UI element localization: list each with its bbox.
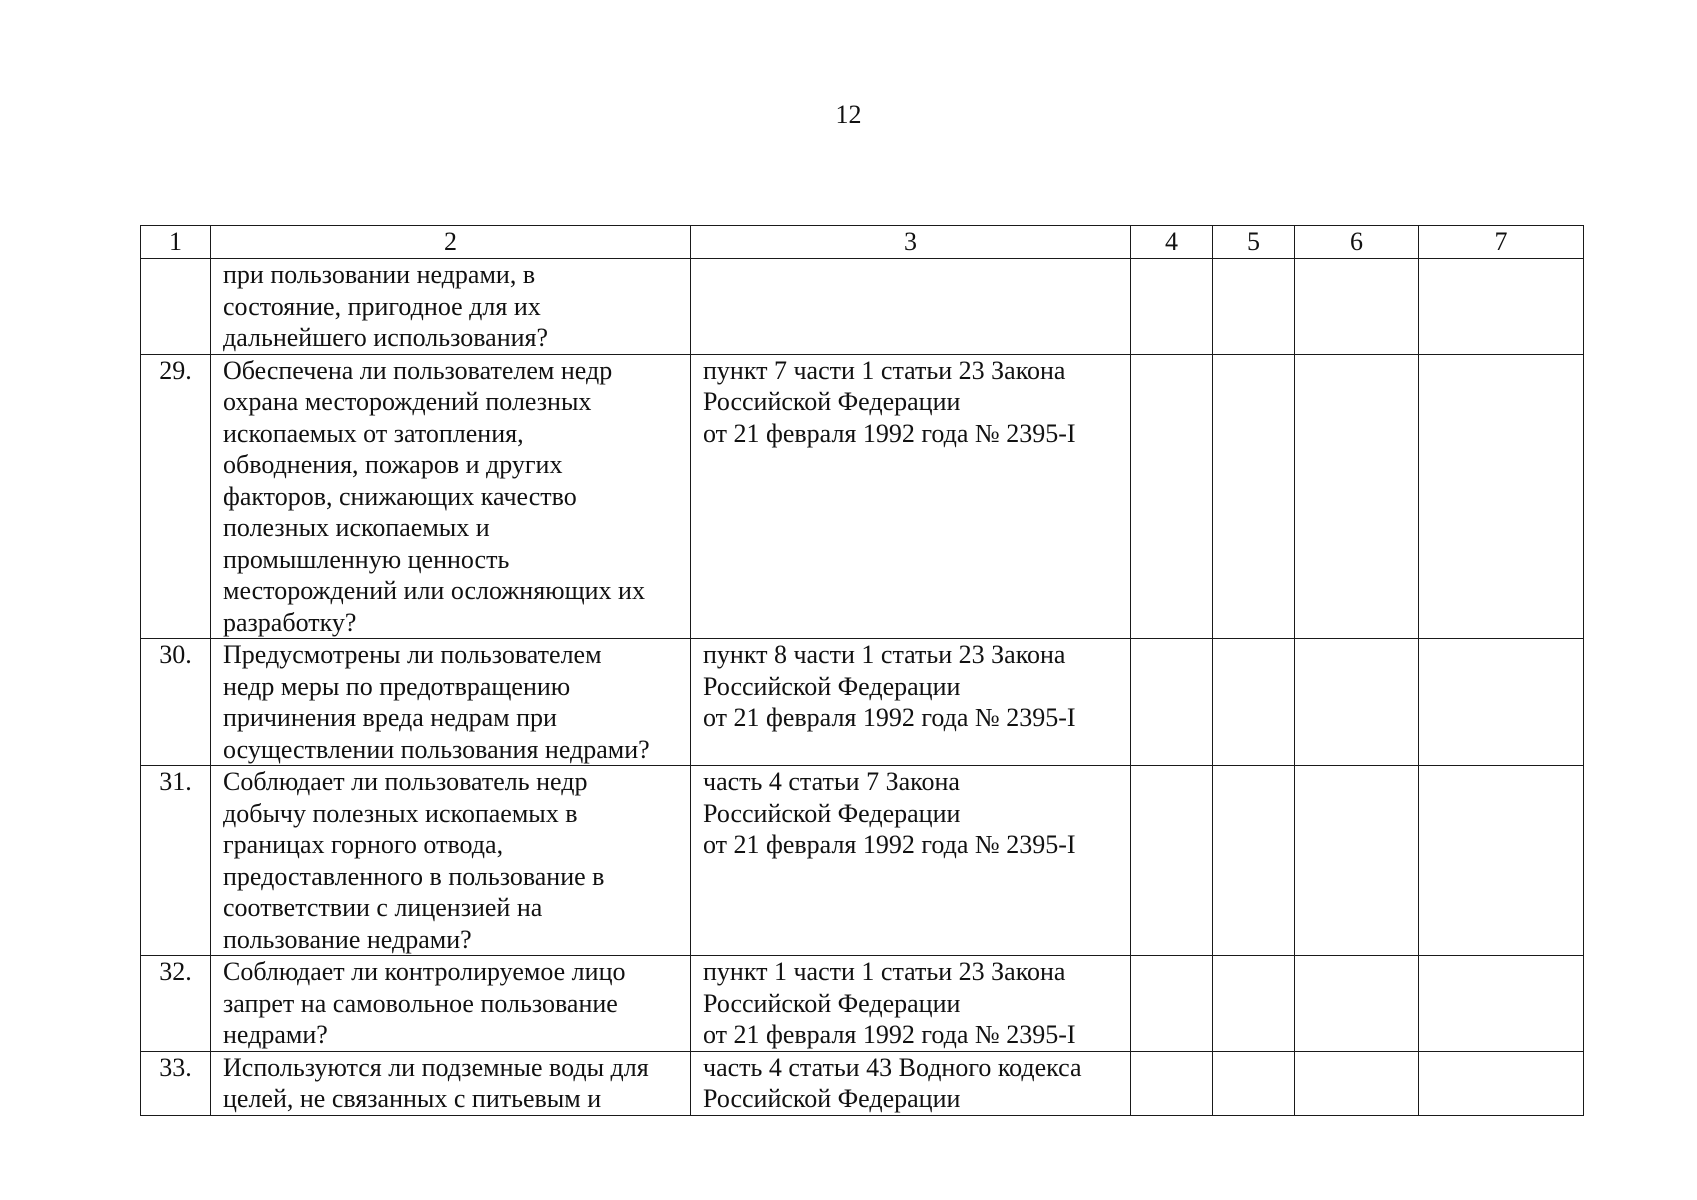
question-line: добычу полезных ископаемых в [223, 798, 578, 828]
reference-line: Российской Федерации [703, 798, 961, 828]
column-header-1: 1 [141, 226, 211, 259]
reference-line: Российской Федерации [703, 671, 961, 701]
question-line: Соблюдает ли контролируемое лицо [223, 957, 626, 986]
question-line: целей, не связанных с питьевым и [223, 1084, 602, 1113]
answer-cell-7[interactable] [1419, 1051, 1584, 1115]
page-number: 12 [835, 100, 862, 129]
table-row [141, 956, 1584, 1052]
question-line: Используются ли подземные воды для [223, 1052, 649, 1082]
column-header-4: 4 [1131, 226, 1213, 259]
reference-line: от 21 февраля 1992 года № 2395-I [703, 418, 1076, 448]
column-header-5: 5 [1213, 226, 1295, 259]
question-line: факторов, снижающих качество [223, 481, 577, 511]
question-cell [211, 1051, 691, 1115]
reference-line: пункт 7 части 1 статьи 23 Закона [703, 355, 1066, 385]
answer-cell-5[interactable] [1213, 354, 1295, 639]
header-row [141, 226, 1584, 259]
question-line: Предусмотрены ли пользователем [223, 640, 602, 669]
table-row [141, 766, 1584, 956]
row-number: 32. [141, 956, 211, 1052]
answer-cell-6[interactable] [1295, 639, 1419, 766]
reference-line: от 21 февраля 1992 года № 2395-I [703, 1020, 1076, 1049]
answer-cell-6[interactable] [1295, 354, 1419, 639]
answer-cell-4[interactable] [1131, 354, 1213, 639]
question-cell [211, 354, 691, 639]
answer-cell-4[interactable] [1131, 956, 1213, 1052]
answer-cell-7[interactable] [1419, 956, 1584, 1052]
question-line: предоставленного в пользование в [223, 861, 605, 891]
answer-cell-6[interactable] [1295, 766, 1419, 956]
reference-line: от 21 февраля 1992 года № 2395-I [703, 703, 1076, 732]
question-cell [211, 956, 691, 1052]
reference-line: Российской Федерации [703, 988, 961, 1018]
question-line: обводнения, пожаров и других [223, 450, 563, 479]
question-line: разработку? [223, 607, 357, 637]
question-line: состояние, пригодное для их [223, 291, 541, 321]
answer-cell-5[interactable] [1213, 1051, 1295, 1115]
question-line: месторождений или осложняющих их [223, 576, 645, 605]
question-line: соответствии с лицензией на [223, 893, 543, 922]
answer-cell-6[interactable] [1295, 956, 1419, 1052]
table-row [141, 639, 1584, 766]
answer-cell-4[interactable] [1131, 639, 1213, 766]
answer-cell-6[interactable] [1295, 1051, 1419, 1115]
reference-line: Российской Федерации [703, 1084, 961, 1113]
reference-line: часть 4 статьи 7 Закона [703, 767, 960, 796]
row-number [141, 259, 211, 355]
column-header-2: 2 [211, 226, 691, 259]
question-line: пользование недрами? [223, 924, 472, 954]
answer-cell-7[interactable] [1419, 259, 1584, 355]
answer-cell-4[interactable] [1131, 259, 1213, 355]
table-row [141, 354, 1584, 639]
question-line: при пользовании недрами, в [223, 260, 536, 289]
question-line: недрами? [223, 1020, 328, 1049]
question-line: ископаемых от затопления, [223, 418, 524, 448]
question-line: осуществлении пользования недрами? [223, 734, 650, 764]
answer-cell-7[interactable] [1419, 639, 1584, 766]
answer-cell-7[interactable] [1419, 766, 1584, 956]
row-number: 31. [141, 766, 211, 956]
row-number: 30. [141, 639, 211, 766]
reference-cell [691, 956, 1131, 1052]
reference-cell [691, 259, 1131, 355]
reference-cell [691, 1051, 1131, 1115]
question-line: границах горного отвода, [223, 830, 504, 859]
question-line: Обеспечена ли пользователем недр [223, 355, 613, 385]
answer-cell-5[interactable] [1213, 956, 1295, 1052]
row-number: 33. [141, 1051, 211, 1115]
question-line: Соблюдает ли пользователь недр [223, 767, 588, 796]
reference-line: Российской Федерации [703, 387, 961, 416]
checklist-table [140, 225, 1584, 1116]
question-cell [211, 639, 691, 766]
question-line: промышленную ценность [223, 544, 510, 574]
answer-cell-5[interactable] [1213, 639, 1295, 766]
column-header-7: 7 [1419, 226, 1584, 259]
reference-line: часть 4 статьи 43 Водного кодекса [703, 1052, 1082, 1082]
question-line: дальнейшего использования? [223, 323, 549, 352]
question-cell [211, 259, 691, 355]
question-line: полезных ископаемых и [223, 513, 490, 542]
question-line: недр меры по предотвращению [223, 671, 571, 701]
reference-line: пункт 8 части 1 статьи 23 Закона [703, 640, 1066, 669]
table-row [141, 1051, 1584, 1115]
question-line: охрана месторождений полезных [223, 387, 592, 416]
reference-cell [691, 766, 1131, 956]
answer-cell-4[interactable] [1131, 766, 1213, 956]
answer-cell-5[interactable] [1213, 259, 1295, 355]
reference-line: от 21 февраля 1992 года № 2395-I [703, 830, 1076, 859]
answer-cell-6[interactable] [1295, 259, 1419, 355]
answer-cell-4[interactable] [1131, 1051, 1213, 1115]
question-line: запрет на самовольное пользование [223, 988, 618, 1018]
table-row-continuation [141, 259, 1584, 355]
question-cell [211, 766, 691, 956]
answer-cell-5[interactable] [1213, 766, 1295, 956]
reference-cell [691, 354, 1131, 639]
row-number: 29. [141, 354, 211, 639]
reference-cell [691, 639, 1131, 766]
answer-cell-7[interactable] [1419, 354, 1584, 639]
column-header-6: 6 [1295, 226, 1419, 259]
question-line: причинения вреда недрам при [223, 703, 557, 732]
reference-line: пункт 1 части 1 статьи 23 Закона [703, 957, 1066, 986]
column-header-3: 3 [691, 226, 1131, 259]
